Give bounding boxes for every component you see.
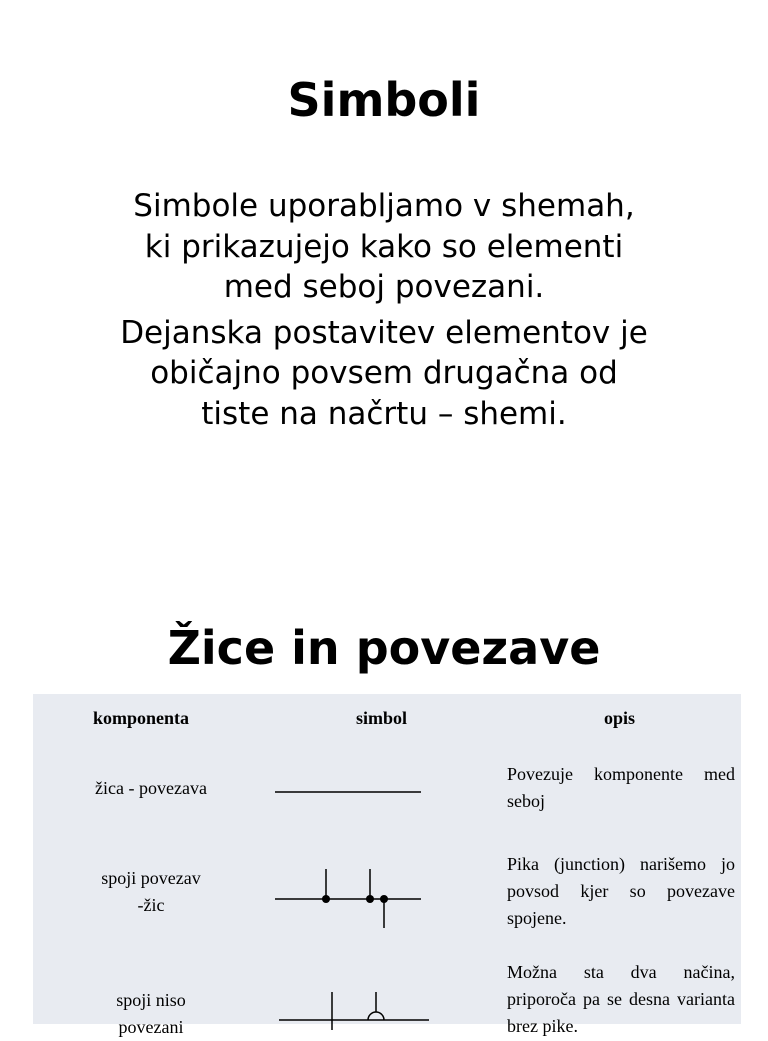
junction-symbol-icon — [273, 866, 423, 930]
crossing-symbol-icon — [279, 990, 431, 1030]
row2-component — [53, 865, 249, 919]
row3-description: Možna sta dva načina, priporoča pa se desna varianta brez pike. — [507, 962, 735, 1036]
row3-component-line1: spoji niso — [116, 990, 186, 1010]
intro-paragraph-1: Simbole uporabljamo v shemah, ki prikazujejo kako so elementi med seboj povezani. — [133, 188, 635, 305]
header-description: opis — [604, 708, 636, 728]
symbol-table — [33, 694, 741, 1037]
row2-component-line1: spoji povezav — [101, 868, 201, 888]
row3-component-line2: povezani — [118, 1017, 184, 1037]
header-component: komponenta — [93, 708, 190, 728]
header-symbol: simbol — [356, 708, 408, 728]
slide-title: Simboli — [287, 73, 481, 127]
row3-component — [53, 987, 249, 1041]
wire-symbol-icon — [273, 784, 423, 794]
section-title: Žice in povezave — [167, 621, 601, 675]
intro-paragraph-2: Dejanska postavitev elementov je običajno povsem drugačna od tiste na načrtu – shemi. — [120, 314, 648, 432]
row1-component: žica - povezava — [95, 778, 207, 798]
row2-component-line2: -žic — [137, 895, 165, 915]
intro-text — [120, 186, 648, 439]
row1-description: Povezuje komponente med seboj — [507, 764, 735, 811]
row2-description: Pika (junction) narišemo jo povsod kjer so povezave spojene. — [507, 854, 735, 928]
